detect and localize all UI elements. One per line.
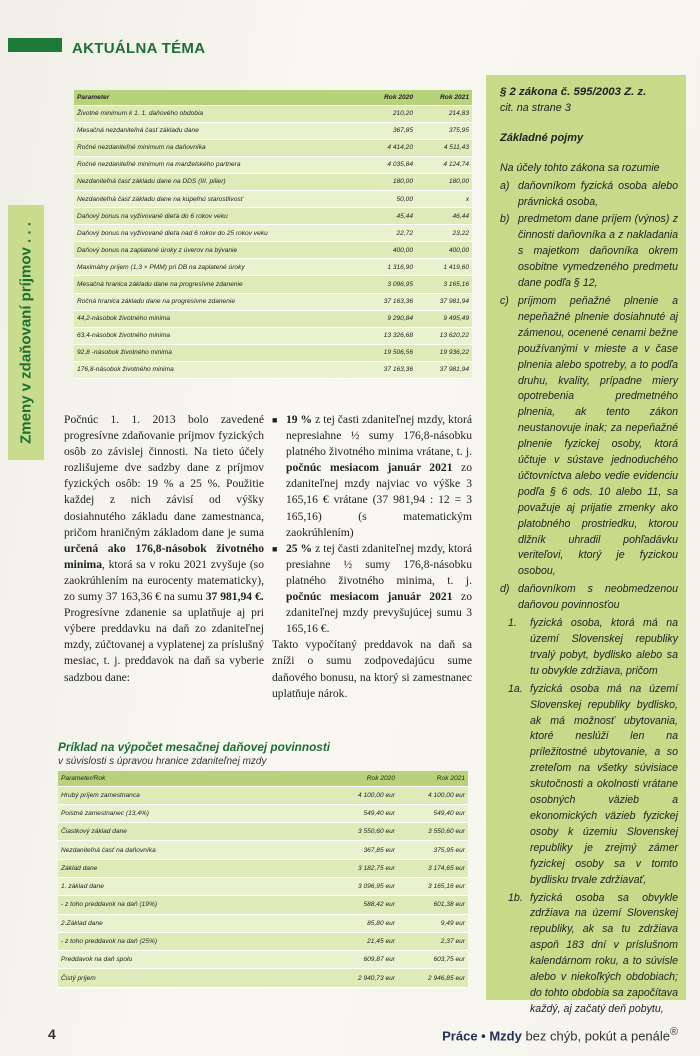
table-cell: 3 182,75 eur <box>328 859 398 877</box>
text: Počnúc 1. 1. 2013 bolo zavedené progresívne zdaňovanie príjmov fyzických osôb zo závislej činnosti. Na tieto účely rozlišujeme dve sadzby dane z príjmov fyzických osôb: 19 % a 25 %. Použitie každej z nich závisí od výšky dosiahnutého základu dane zamestnanca, pričom hraničným základom dane je suma <box>64 413 264 539</box>
table-cell: 4 511,43 <box>416 139 472 156</box>
item-text: daňovníkom fyzická osoba alebo právnická osoba, <box>518 179 678 208</box>
table-row <box>58 786 468 804</box>
sidebar-item <box>500 582 678 614</box>
section-marker <box>8 38 62 52</box>
table-cell: 3 550,60 eur <box>328 823 398 841</box>
table-cell: 609,87 eur <box>328 951 398 969</box>
text-bold: počnúc mesiacom január 2021 <box>286 590 453 604</box>
text: z tej časti zdaniteľnej mzdy, ktorá nepresiahne ½ sumy 176,8-násobku platného životného minima vrátane, t. j. <box>286 413 472 459</box>
table-cell: Nezdaniteľná časť základu dane na kúpeľnú starostlivosť <box>74 190 360 207</box>
table-cell: 549,40 eur <box>398 804 468 822</box>
table-cell: 2.Základ dane <box>58 914 328 932</box>
table-row <box>58 859 468 877</box>
item-marker: 1. <box>508 617 517 630</box>
table-row <box>74 242 472 259</box>
table-cell: 50,00 <box>360 190 416 207</box>
table-cell: Mesačná hranica základu dane na progresívne zdanenie <box>74 276 360 293</box>
table-row <box>74 361 472 378</box>
paragraph: Takto vypočítaný preddavok na daň sa zníži o sumu zodpovedajúcu sume daňového bonusu, na ktorý si zamestnanec uplatňuje nárok. <box>272 638 472 700</box>
section-title: AKTUÁLNA TÉMA <box>72 40 206 57</box>
table-cell: 23,22 <box>416 225 472 242</box>
table-header: Rok 2021 <box>416 90 472 105</box>
bullet-item <box>272 541 472 638</box>
table-cell: 9 290,84 <box>360 310 416 327</box>
table-cell: 63,4-násobok životného minima <box>74 327 360 344</box>
table-row <box>74 105 472 122</box>
example-subtitle: v súvislosti s úpravou hranice zdaniteľnej mzdy <box>58 756 267 767</box>
table-cell: 1 419,60 <box>416 259 472 276</box>
table-row <box>58 823 468 841</box>
item-marker: c) <box>500 294 509 307</box>
table-cell: 4 124,74 <box>416 156 472 173</box>
registered-mark: ® <box>670 1026 678 1038</box>
table-cell: 37 981,94 <box>416 361 472 378</box>
table-cell: 22,72 <box>360 225 416 242</box>
item-marker: d) <box>500 583 510 596</box>
text-bold: 37 981,94 €. <box>205 590 264 604</box>
bullet-item <box>272 412 472 541</box>
table-cell: 13 326,68 <box>360 327 416 344</box>
table-cell: 176,8-násobok životného minima <box>74 361 360 378</box>
table-cell: Daňový bonus na vyživované dieťa nad 6 rokov do 25 rokov veku <box>74 225 360 242</box>
table-cell: 4 100,00 eur <box>328 786 398 804</box>
footer-brand <box>442 1026 678 1043</box>
table-cell: 4 035,84 <box>360 156 416 173</box>
table-cell: x <box>416 190 472 207</box>
table-cell: 400,00 <box>416 242 472 259</box>
sidebar-item <box>500 212 678 292</box>
item-text: fyzická osoba sa obvykle zdržiava na území Slovenskej republiky, ak sa tu zdržiava aspoň 183 dní v príslušnom kalendárnom roku, a to súvisle alebo v niekoľkých obdobiach; do tohto obdobia sa započítava každý, aj začatý deň pobytu, <box>530 891 678 1015</box>
table-cell: 1. základ dane <box>58 877 328 895</box>
table-cell: Čiastkový základ dane <box>58 823 328 841</box>
table-cell: 2 946,85 eur <box>398 969 468 987</box>
item-text: fyzická osoba, ktorá má na území Slovenskej republiky trvalý pobyt, bydlisko alebo sa tu obvykle zdržiava, pričom <box>530 617 678 677</box>
sidebar-item <box>500 179 678 211</box>
table-cell: 3 165,16 <box>416 276 472 293</box>
table-row <box>74 259 472 276</box>
sidebar-heading: Základné pojmy <box>500 131 584 144</box>
table-row <box>74 293 472 310</box>
table-cell: 3 165,16 eur <box>398 877 468 895</box>
table-cell: 180,00 <box>416 173 472 190</box>
text-bold: určená ako 176,8-násobok životného minima <box>64 541 264 571</box>
paragraph: Progresívne zdanenie sa uplatňuje aj pri výbere preddavku na daň zo zdaniteľnej mzdy, zúčtovanej a vyplatenej za príslušný mesiac, t. j. preddavok na daň sa vyberie sadzbou dane: <box>64 606 264 684</box>
sidebar-intro: Na účely tohto zákona sa rozumie <box>500 161 660 174</box>
text: z tej časti zdaniteľnej mzdy, ktorá presiahne ½ sumy 176,8-násobku platného životného minima, t. j. <box>286 541 472 587</box>
table-cell: 214,83 <box>416 105 472 122</box>
table-cell: 37 163,36 <box>360 293 416 310</box>
table-cell: Daňový bonus na zaplatené úroky z úverov na bývanie <box>74 242 360 259</box>
text: zo zdaniteľnej mzdy najviac vo výške 3 165,16 € vrátane (37 981,94 : 12 = 3 165,16) (s matematickým zaokrúhlením) <box>286 461 472 539</box>
table-cell: 3 174,65 eur <box>398 859 468 877</box>
table-cell: Preddavok na daň spolu <box>58 951 328 969</box>
table-cell: 46,44 <box>416 208 472 225</box>
item-marker: a) <box>500 179 510 192</box>
table-row <box>58 914 468 932</box>
item-text: predmetom dane príjem (výnos) z činnosti daňovníka a z nakladania s majetkom daňovníka okrem osobitne vymedzeného predmetu dane podľa § 12, <box>518 213 678 290</box>
table-row <box>74 310 472 327</box>
paragraph <box>64 412 264 605</box>
article-column-1 <box>64 412 264 686</box>
sidebar-subitem <box>500 616 678 680</box>
item-text: fyzická osoba má na území Slovenskej republiky bydlisko, ak má možnosť ubytovania, ktoré neslúži len na príležitostné ubytovanie, a so zreteľom na všetky súvisiace skutočnosti a okolnosti vrátane osobných väzieb a ekonomických väzieb fyzickej osoby k územiu Slovenskej republiky je zrejmý zámer fyzickej osoby sa v tomto bydlisku trvale zdržiavať, <box>530 682 678 886</box>
table-cell: 549,40 eur <box>328 804 398 822</box>
table-cell: 2 940,73 eur <box>328 969 398 987</box>
page-number: 4 <box>48 1026 56 1042</box>
table-header: Rok 2020 <box>328 771 398 786</box>
table-cell: 92,8 -násobok životného minima <box>74 344 360 361</box>
text-bold: 25 % <box>286 541 313 555</box>
table-header: Parameter <box>74 90 360 105</box>
parameters-table <box>74 90 472 379</box>
table-row <box>58 804 468 822</box>
table-cell: 44,2-násobok životného minima <box>74 310 360 327</box>
table-cell: 19 936,22 <box>416 344 472 361</box>
table-row <box>58 951 468 969</box>
item-marker: 1b. <box>508 891 523 904</box>
table-cell: 588,42 eur <box>328 896 398 914</box>
table-row <box>74 173 472 190</box>
table-header: Parameter/Rok <box>58 771 328 786</box>
table-row <box>74 208 472 225</box>
sidebar-subitem <box>500 682 678 889</box>
table-cell: 85,80 eur <box>328 914 398 932</box>
table-cell: 37 981,94 <box>416 293 472 310</box>
item-text: príjmom peňažné plnenie a nepeňažné plnenie dosiahnuté aj zámenou, ocenené cenami bežne používanými v mieste a v čase plnenia alebo spotreby, a to podľa druhu, kvality, prípadne miery opotrebenia predmetného plnenia, ak tento zákon neustanovuje inak; za nepeňažné plnenie fyzickej osoby, ktorá účtuje v sústave jednoduchého účtovníctva alebo vedie evidenciu podľa § 6 ods. 10 alebo 11, sa považuje aj prijatie zmenky ako platobného prostriedku, ktorou dlžník uhradil pohľadávku veriteľovi, ktorý je fyzickou osobou, <box>518 294 678 578</box>
table-cell: 37 163,36 <box>360 361 416 378</box>
table-cell: Hrubý príjem zamestnanca <box>58 786 328 804</box>
table-cell: 3 550,60 eur <box>398 823 468 841</box>
text-bold: 19 % <box>286 413 313 426</box>
table-cell: 3 096,95 <box>360 276 416 293</box>
table-cell: 19 506,56 <box>360 344 416 361</box>
text: , ktorá sa v roku 2021 zvyšuje (so zaokrúhlením na eurocenty matematicky), zo sumy 37 163,36 € na sumu <box>64 557 264 604</box>
table-cell: 9 495,49 <box>416 310 472 327</box>
table-cell: 4 414,20 <box>360 139 416 156</box>
table-row <box>58 932 468 950</box>
table-cell: Nezdaniteľná časť na daňovníka <box>58 841 328 859</box>
table-cell: 180,00 <box>360 173 416 190</box>
table-cell: Ročné nezdaniteľné minimum na manželského partnera <box>74 156 360 173</box>
article-column-2 <box>272 412 472 702</box>
table-cell: 375,95 eur <box>398 841 468 859</box>
table-cell: Daňový bonus na vyživované dieťa do 6 rokov veku <box>74 208 360 225</box>
law-sidebar <box>486 75 686 1015</box>
table-cell: Ročné nezdaniteľné minimum na daňovníka <box>74 139 360 156</box>
table-row <box>74 225 472 242</box>
table-row <box>74 327 472 344</box>
table-cell: Základ dane <box>58 859 328 877</box>
sidebar-title: § 2 zákona č. 595/2003 Z. z. <box>500 86 647 98</box>
table-cell: 1 316,90 <box>360 259 416 276</box>
table-cell: 4 100,00 eur <box>398 786 468 804</box>
table-cell: 3 096,95 eur <box>328 877 398 895</box>
table-cell: 21,45 eur <box>328 932 398 950</box>
table-cell: Ročná hranica základu dane na progresívne zdanenie <box>74 293 360 310</box>
item-marker: b) <box>500 213 510 226</box>
table-row <box>58 896 468 914</box>
table-cell: 601,38 eur <box>398 896 468 914</box>
table-cell: Poistné zamestnanec (13,4%) <box>58 804 328 822</box>
text: zo zdaniteľnej mzdy prevyšujúcej sumu 3 165,16 €. <box>286 590 472 636</box>
table-cell: Mesačná nezdaniteľná časť základu dane <box>74 122 360 139</box>
table-row <box>74 156 472 173</box>
table-cell: Maximálny príjem (1,3 × PMM) pri DB na zaplatené úroky <box>74 259 360 276</box>
table-cell: 9,49 eur <box>398 914 468 932</box>
table-row <box>58 969 468 987</box>
brand-name: Práce • Mzdy <box>442 1028 522 1044</box>
table-cell: - z toho preddavok na daň (19%) <box>58 896 328 914</box>
side-tab <box>8 205 44 460</box>
table-cell: 13 620,22 <box>416 327 472 344</box>
table-cell: 367,85 <box>360 122 416 139</box>
table-row <box>74 122 472 139</box>
sidebar-citation: cit. na strane 3 <box>500 101 571 114</box>
table-cell: 603,75 eur <box>398 951 468 969</box>
text-bold: počnúc mesiacom január 2021 <box>286 461 453 475</box>
example-title: Príklad na výpočet mesačnej daňovej povinnosti <box>58 740 331 754</box>
table-cell: Nezdaniteľná časť základu dane na DDS (III. pilier) <box>74 173 360 190</box>
side-tab-label: Zmeny v zdaňovaní príjmov . . . <box>17 222 35 444</box>
item-text: daňovníkom s neobmedzenou daňovou povinnosťou <box>518 583 678 612</box>
table-cell: 210,20 <box>360 105 416 122</box>
table-row <box>58 877 468 895</box>
table-row <box>74 276 472 293</box>
table-row <box>74 139 472 156</box>
sidebar-item <box>500 294 678 580</box>
table-cell: Čistý príjem <box>58 969 328 987</box>
table-row <box>74 344 472 361</box>
table-row <box>58 841 468 859</box>
table-cell: 2,37 eur <box>398 932 468 950</box>
brand-tagline: bez chýb, pokút a penále <box>521 1028 671 1044</box>
table-cell: - z toho preddavok na daň (25%) <box>58 932 328 950</box>
table-cell: 367,85 eur <box>328 841 398 859</box>
table-header: Rok 2021 <box>398 771 468 786</box>
table-cell: 400,00 <box>360 242 416 259</box>
table-cell: Životné minimum k 1. 1. daňového obdobia <box>74 105 360 122</box>
item-marker: 1a. <box>508 682 523 695</box>
table-header: Rok 2020 <box>360 90 416 105</box>
sidebar-subitem <box>500 891 678 1018</box>
example-table <box>58 771 468 988</box>
table-cell: 45,44 <box>360 208 416 225</box>
table-row <box>74 190 472 207</box>
table-cell: 375,95 <box>416 122 472 139</box>
